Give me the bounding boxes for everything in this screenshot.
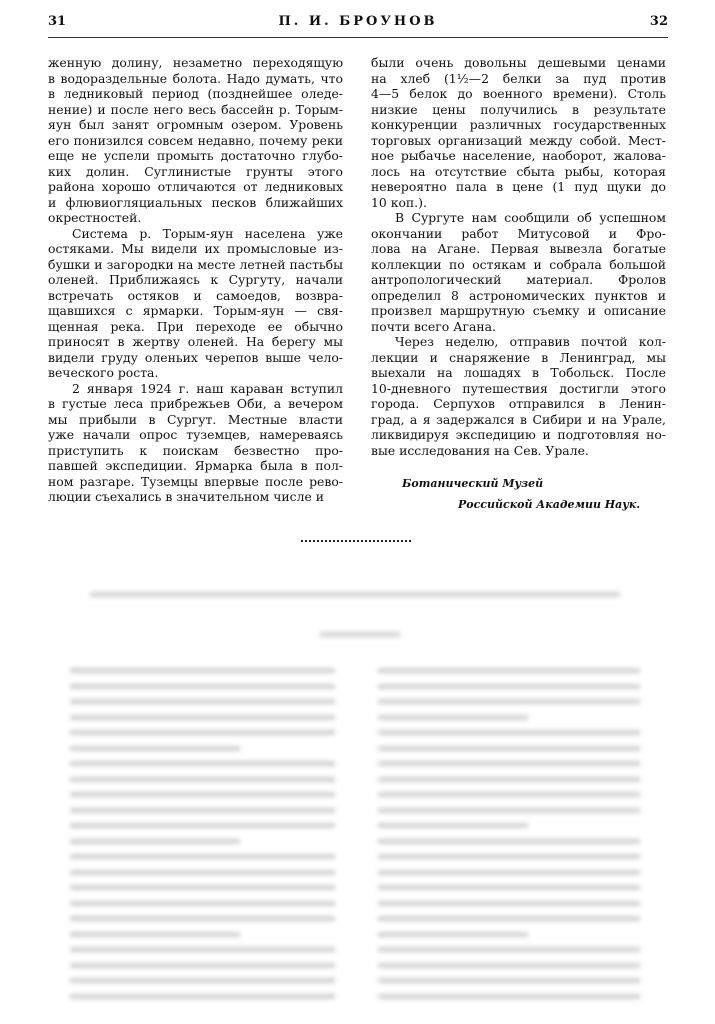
text-line: в густые леса прибрежьев Оби, а вечером [48, 396, 343, 411]
text-line: произвел маршрутную съемку и описание [371, 303, 666, 318]
text-line: выехали на лошадях в Тобольск. После [371, 365, 666, 380]
blurred-text-line [70, 839, 240, 844]
blurred-text-line [70, 963, 335, 968]
signature-line-2: Российской Академии Наук. [458, 498, 641, 511]
blurred-text-line [378, 684, 640, 689]
blurred-text-line [70, 932, 240, 937]
text-line: видели груду оленьих черепов выше чело- [48, 349, 343, 365]
text-line: приносят в жертву оленей. На берегу мы [48, 334, 343, 349]
blurred-text-line [378, 715, 528, 720]
blurred-text-line [378, 854, 640, 859]
running-title: П. И. БРОУНОВ [278, 14, 438, 29]
blurred-text-line [70, 808, 335, 813]
text-line: нение) и после него весь бассейн р. Торым- [48, 101, 343, 117]
left-column [48, 55, 343, 505]
page-number-right: 32 [649, 14, 668, 29]
text-line: низкие цены получились в результате [371, 101, 666, 117]
text-line: остяками. Мы видели их промысловые из- [48, 241, 343, 256]
text-line: щавшихся с ярмарки. Торым-яун — свя- [48, 303, 343, 318]
text-line: окрестностей. [48, 210, 142, 225]
text-line: района хорошо отличаются от ледниковых [48, 179, 343, 194]
blurred-text-line [378, 947, 640, 952]
text-line: щенная река. При переходе ее обычно [48, 318, 343, 334]
text-line: торговых организаций между собой. Мест- [371, 132, 666, 148]
text-line: в ледниковый период (позднейшее оледе- [48, 86, 343, 101]
blurred-text-line [378, 746, 640, 751]
blurred-text-line [378, 730, 640, 735]
blurred-text-line [378, 777, 640, 782]
blurred-text-line [70, 761, 335, 766]
text-line: лекции и снаряжение в Ленинград, мы [371, 349, 666, 365]
blurred-text-line [70, 777, 335, 782]
text-line: невероятно пала в цене (1 пуд щуки до [371, 179, 666, 194]
blurred-text-line [378, 761, 640, 766]
blurred-text-line [378, 823, 528, 828]
text-line: определил 8 астрономических пунктов и [371, 287, 666, 303]
text-line: ном разгаре. Туземцы впервые после рево- [48, 473, 343, 489]
page-number-left: 31 [48, 14, 67, 29]
blurred-text-line [70, 668, 335, 673]
blurred-text-line [70, 947, 335, 952]
blurred-text-line [70, 684, 335, 689]
text-line: павшей экспедиции. Ярмарка была в пол- [48, 458, 343, 473]
text-line: веческого роста. [48, 365, 159, 380]
blurred-text-line [70, 699, 335, 704]
text-line: 10 коп.). [371, 194, 427, 210]
text-line: ких долин. Суглинистые грунты этого [48, 163, 343, 179]
signature-line-1: Ботанический Музей [402, 477, 544, 490]
text-line: лова на Агане. Первая вывезла богатые [371, 241, 666, 256]
text-line: люции съехались в значительном числе и [48, 489, 325, 504]
text-line: на хлеб (1½—2 белки за пуд против [371, 70, 666, 86]
text-line: 4—5 белок до военного времени). Столь [371, 86, 666, 101]
blurred-text-line [70, 854, 335, 859]
text-line: еще не успели промыть достаточно глубо- [48, 148, 343, 163]
section-separator [301, 540, 411, 542]
blurred-text-line [378, 808, 640, 813]
blurred-text-line [378, 870, 640, 875]
text-line: оленей. Приближаясь к Сургуту, начали [48, 272, 343, 287]
right-column [371, 55, 666, 458]
text-line: приступить к поискам безвестно про- [48, 442, 343, 458]
text-line: в водораздельные болота. Надо думать, что [48, 70, 343, 86]
text-line: почти всего Агана. [371, 318, 496, 334]
blurred-text-line [378, 792, 640, 797]
text-line: град, а я задержался в Сибири и на Урале, [371, 411, 666, 427]
text-line: города. Серпухов отправился в Ленин- [371, 396, 666, 411]
blurred-text-line [90, 592, 620, 597]
text-line: его понизился совсем недавно, почему реки [48, 132, 343, 148]
text-line: ликвидируя экспедицию и подготовляя но- [371, 427, 666, 442]
text-line: встречать остяков и самоедов, возвра- [48, 287, 343, 303]
text-line: вые исследования на Сев. Урале. [371, 442, 589, 458]
text-line: антропологический материал. Фролов [371, 272, 666, 287]
blurred-text-line [378, 978, 640, 983]
text-line: 2 января 1924 г. наш караван вступил [72, 380, 343, 396]
text-line: ное рыбачье население, наоборот, жалова- [371, 148, 666, 163]
blurred-text-line [320, 632, 400, 637]
blurred-text-line [378, 699, 640, 704]
blurred-text-line [70, 715, 335, 720]
blurred-text-line [70, 823, 335, 828]
blurred-text-line [70, 916, 335, 921]
text-line: 10-дневного путешествия достигли этого [371, 380, 666, 396]
blurred-text-line [378, 916, 640, 921]
blurred-text-line [70, 994, 335, 999]
blurred-text-line [70, 978, 335, 983]
header-rule [48, 37, 668, 38]
text-line: В Сургуте нам сообщили об успешном [395, 210, 666, 225]
text-line: мы прибыли в Сургут. Местные власти [48, 411, 343, 427]
blurred-text-line [378, 885, 640, 890]
blurred-text-line [378, 963, 640, 968]
blurred-text-line [70, 746, 240, 751]
text-line: окончании работ Митусовой и Фро- [371, 225, 666, 241]
text-line: были очень довольны дешевыми ценами [371, 55, 666, 70]
text-line: яун был занят огромным озером. Уровень [48, 117, 343, 132]
blurred-text-line [378, 932, 528, 937]
text-line: бушки и загородки на месте летней пастьбы [48, 256, 343, 272]
blurred-text-line [70, 730, 335, 735]
text-line: Через неделю, отправив почтой кол- [395, 334, 666, 349]
text-line: конкуренции различных государственных [371, 117, 666, 132]
text-line: уже начали опрос туземцев, намереваясь [48, 427, 343, 442]
blurred-text-line [70, 901, 335, 906]
blurred-text-line [378, 994, 640, 999]
running-header [48, 14, 668, 34]
blurred-text-line [378, 668, 640, 673]
text-line: Система р. Торым-яун населена уже [72, 225, 343, 241]
blurred-text-line [70, 870, 335, 875]
blurred-text-line [70, 885, 335, 890]
blurred-text-line [70, 792, 335, 797]
text-line: женную долину, незаметно переходящую [48, 55, 343, 70]
blurred-text-line [378, 839, 640, 844]
text-line: коллекции по остякам и собрала большой [371, 256, 666, 272]
text-line: лось на отсутствие сбыта рыбы, которая [371, 163, 666, 179]
blurred-text-line [378, 901, 640, 906]
text-line: и флювиогляциальных песков ближайших [48, 194, 343, 210]
